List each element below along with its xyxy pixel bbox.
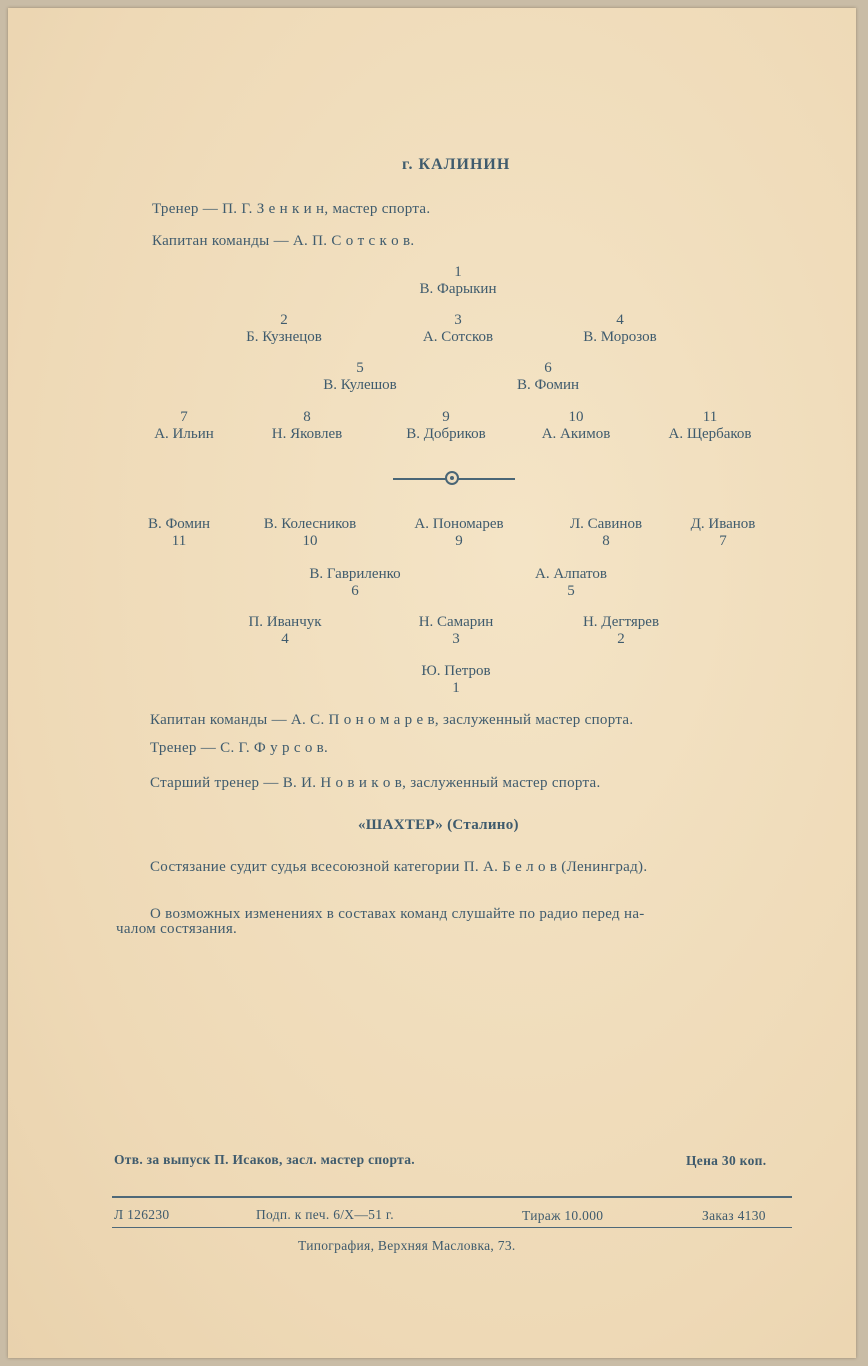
away-player-10 <box>248 516 372 550</box>
order-number: Заказ 4130 <box>702 1208 766 1223</box>
player-name: А. Акимов <box>541 426 611 442</box>
home-player-1 <box>398 264 518 298</box>
away-player-9 <box>396 516 522 550</box>
notice-line-1: О возможных изменениях в составах команд слушайте по радио перед на- <box>150 906 645 922</box>
player-number: 9 <box>455 533 463 549</box>
player-name: Б. Кузнецов <box>246 329 322 345</box>
player-number: 6 <box>351 583 359 599</box>
license-number: Л 126230 <box>114 1207 170 1222</box>
home-player-9 <box>384 409 508 443</box>
player-number: 7 <box>719 533 727 549</box>
player-name: Д. Иванов <box>690 516 756 532</box>
player-number: 1 <box>452 680 460 696</box>
away-team-title: «ШАХТЕР» (Сталино) <box>358 817 519 833</box>
player-name: В. Гавриленко <box>309 566 401 582</box>
player-name: В. Колесников <box>263 516 357 532</box>
player-number: 4 <box>281 631 289 647</box>
bottom-rule <box>112 1227 792 1228</box>
player-number: 5 <box>356 360 364 376</box>
away-player-7 <box>668 516 778 550</box>
player-number: 11 <box>171 533 187 549</box>
player-number: 2 <box>280 312 288 328</box>
home-player-4 <box>558 312 682 346</box>
away-player-8 <box>544 516 668 550</box>
player-number: 3 <box>452 631 460 647</box>
player-number: 8 <box>303 409 311 425</box>
player-number: 11 <box>702 409 718 425</box>
player-name: В. Фомин <box>147 516 211 532</box>
player-number: 5 <box>567 583 575 599</box>
player-name: Н. Самарин <box>418 614 494 630</box>
away-player-3 <box>394 614 518 648</box>
away-player-1 <box>394 663 518 697</box>
home-player-8 <box>248 409 366 443</box>
player-number: 1 <box>454 264 462 280</box>
home-captain: Капитан команды — А. П. С о т с к о в. <box>152 233 415 249</box>
player-name: Н. Дегтярев <box>582 614 660 630</box>
ball-icon <box>445 471 459 485</box>
home-player-11 <box>648 409 772 443</box>
player-name: Н. Яковлев <box>271 426 343 442</box>
home-city-title: г. КАЛИНИН <box>402 156 511 173</box>
top-rule <box>112 1196 792 1198</box>
player-number: 9 <box>442 409 450 425</box>
home-player-10 <box>520 409 632 443</box>
away-player-11 <box>124 516 234 550</box>
player-name: В. Фарыкин <box>419 281 497 297</box>
player-name: А. Алпатов <box>535 566 607 582</box>
away-captain: Капитан команды — А. С. П о н о м а р е в, заслуженный мастер спорта. <box>150 712 634 728</box>
player-name: А. Пономарев <box>414 516 504 532</box>
player-name: В. Добриков <box>406 426 486 442</box>
away-player-6 <box>290 566 420 600</box>
player-number: 10 <box>302 533 318 549</box>
player-name: А. Ильин <box>154 426 214 442</box>
home-player-5 <box>298 360 422 394</box>
away-player-2 <box>558 614 684 648</box>
player-name: В. Кулешов <box>323 377 397 393</box>
away-coach: Тренер — С. Г. Ф у р с о в. <box>150 740 329 756</box>
home-player-2 <box>222 312 346 346</box>
player-number: 3 <box>454 312 462 328</box>
home-player-7 <box>132 409 236 443</box>
player-name: В. Фомин <box>516 377 580 393</box>
home-player-3 <box>396 312 520 346</box>
player-name: А. Сотсков <box>422 329 494 345</box>
player-number: 2 <box>617 631 625 647</box>
player-name: Ю. Петров <box>421 663 491 679</box>
editor-credit: Отв. за выпуск П. Исаков, засл. мастер спорта. <box>114 1152 415 1167</box>
player-name: В. Морозов <box>583 329 657 345</box>
notice-line-2: чалом состязания. <box>116 921 238 937</box>
away-player-4 <box>222 614 348 648</box>
player-number: 4 <box>616 312 624 328</box>
referee-line: Состязание судит судья всесоюзной категории П. А. Б е л о в (Ленинград). <box>150 859 648 875</box>
signed-to-print: Подп. к печ. 6/X—51 г. <box>256 1207 394 1222</box>
player-number: 6 <box>544 360 552 376</box>
player-number: 7 <box>180 409 188 425</box>
price-label: Цена 30 коп. <box>686 1153 767 1168</box>
player-name: А. Щербаков <box>668 426 752 442</box>
print-run: Тираж 10.000 <box>522 1208 604 1223</box>
home-player-6 <box>486 360 610 394</box>
away-player-5 <box>508 566 634 600</box>
player-name: Л. Савинов <box>569 516 643 532</box>
printer-address: Типография, Верхняя Масловка, 73. <box>298 1238 516 1253</box>
away-senior-coach: Старший тренер — В. И. Н о в и к о в, заслуженный мастер спорта. <box>150 775 601 791</box>
player-number: 8 <box>602 533 610 549</box>
player-name: П. Иванчук <box>248 614 322 630</box>
home-coach: Тренер — П. Г. З е н к и н, мастер спорта. <box>152 201 431 217</box>
player-number: 10 <box>568 409 584 425</box>
